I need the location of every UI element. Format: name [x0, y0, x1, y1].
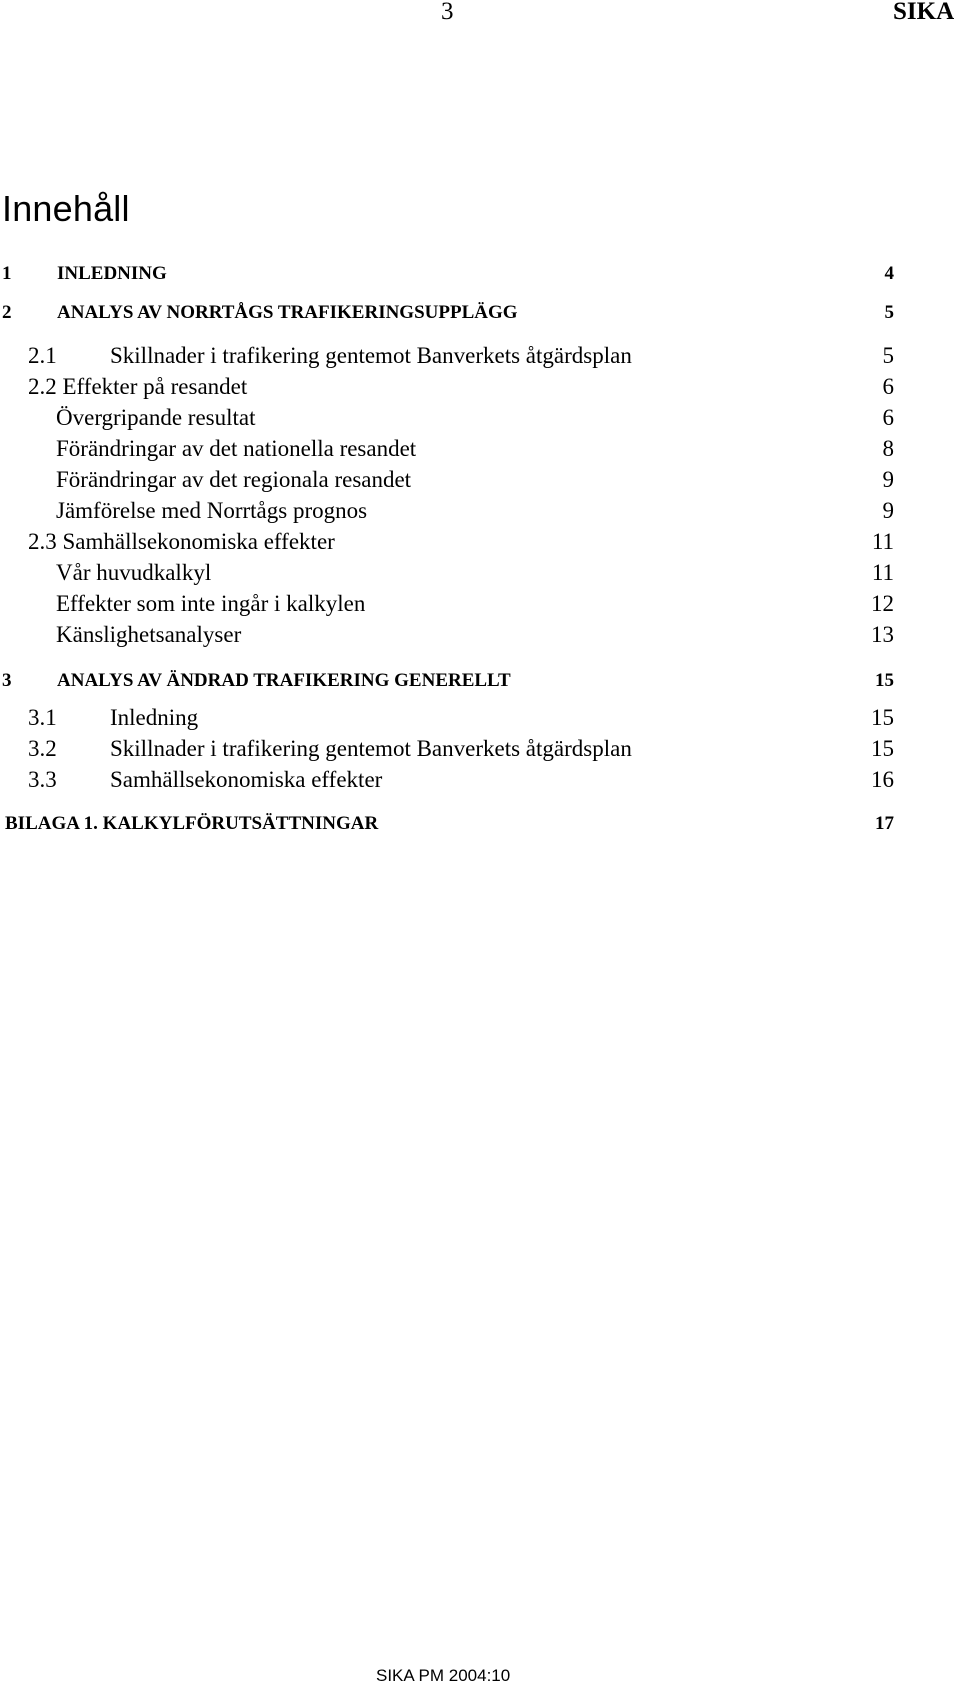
- toc-entry-2[interactable]: [0, 302, 960, 332]
- toc-entry-page: 12: [871, 591, 894, 616]
- toc-entry-jamforelse-prognos[interactable]: [0, 498, 960, 528]
- toc-entry-overgripande-resultat[interactable]: [0, 405, 960, 435]
- toc-entry-title: Vår huvudkalkyl: [56, 560, 212, 585]
- toc-entry-number: 3.2: [28, 736, 57, 761]
- toc-entry-bilaga-1[interactable]: [0, 813, 960, 843]
- toc-entry-title: Förändringar av det nationella resandet: [56, 436, 417, 461]
- toc-entry-regionala-resandet[interactable]: [0, 467, 960, 497]
- toc-entry-number: 1: [2, 263, 12, 284]
- toc-entry-huvudkalkyl[interactable]: [0, 560, 960, 590]
- toc-entry-title: INLEDNING: [57, 263, 167, 284]
- toc-entry-title: Samhällsekonomiska effekter: [110, 767, 383, 792]
- toc-entry-title: ANALYS AV NORRTÅGS TRAFIKERINGSUPPLÄGG: [57, 302, 518, 323]
- toc-entry-number: 2.1: [28, 343, 57, 368]
- toc-entry-nationella-resandet[interactable]: [0, 436, 960, 466]
- toc-entry-title: BILAGA 1. KALKYLFÖRUTSÄTTNINGAR: [5, 813, 379, 834]
- toc-entry-page: 5: [884, 302, 894, 323]
- toc-entry-page: 15: [871, 736, 894, 761]
- toc-entry-1[interactable]: [0, 263, 960, 293]
- toc-entry-title: 2.2 Effekter på resandet: [28, 374, 248, 399]
- toc-entry-effekter-utanfor-kalkyl[interactable]: [0, 591, 960, 621]
- toc-entry-3-1[interactable]: [0, 705, 960, 735]
- toc-title: Innehåll: [2, 188, 130, 229]
- page-footer: SIKA PM 2004:10: [376, 1666, 511, 1685]
- toc-entry-page: 6: [882, 405, 894, 430]
- toc-entry-title: ANALYS AV ÄNDRAD TRAFIKERING GENERELLT: [57, 670, 511, 691]
- toc-entry-title: Förändringar av det regionala resandet: [56, 467, 412, 492]
- toc-entry-number: 3.3: [28, 767, 57, 792]
- toc-entry-title: 2.3 Samhällsekonomiska effekter: [28, 529, 335, 554]
- toc-entry-title: Skillnader i trafikering gentemot Banverkets åtgärdsplan: [110, 736, 632, 761]
- toc-entry-kanslighetsanalyser[interactable]: [0, 622, 960, 652]
- toc-entry-number: 3: [2, 670, 12, 691]
- header-page-number: 3: [441, 0, 454, 25]
- toc-entry-2-1[interactable]: [0, 343, 960, 373]
- toc-entry-page: 11: [871, 529, 894, 554]
- toc-entry-page: 15: [871, 705, 894, 730]
- toc-entry-3[interactable]: [0, 670, 960, 700]
- toc-entry-2-2[interactable]: [0, 374, 960, 404]
- toc-entry-page: 13: [871, 622, 894, 647]
- toc-entry-page: 11: [871, 560, 894, 585]
- toc-entry-title: Övergripande resultat: [56, 405, 256, 430]
- toc-entry-page: 15: [875, 670, 894, 691]
- toc-entry-page: 6: [882, 374, 894, 399]
- toc-entry-page: 17: [875, 813, 894, 834]
- toc-entry-title: Inledning: [110, 705, 199, 730]
- toc-entry-page: 9: [882, 467, 894, 492]
- toc-entry-page: 5: [882, 343, 894, 368]
- toc-entry-page: 4: [884, 263, 894, 284]
- toc-entry-page: 16: [871, 767, 894, 792]
- toc-entry-number: 2: [2, 302, 12, 323]
- toc-entry-3-3[interactable]: [0, 767, 960, 797]
- toc-entry-2-3[interactable]: [0, 529, 960, 559]
- toc-entry-number: 3.1: [28, 705, 57, 730]
- toc-entry-3-2[interactable]: [0, 736, 960, 766]
- toc-entry-title: Känslighetsanalyser: [56, 622, 242, 647]
- toc-entry-title: Jämförelse med Norrtågs prognos: [56, 498, 368, 523]
- header-organization: SIKA: [893, 0, 955, 25]
- toc-entry-title: Skillnader i trafikering gentemot Banverkets åtgärdsplan: [110, 343, 632, 368]
- toc-entry-page: 9: [882, 498, 894, 523]
- toc-entry-title: Effekter som inte ingår i kalkylen: [56, 591, 366, 616]
- toc-entry-page: 8: [882, 436, 894, 461]
